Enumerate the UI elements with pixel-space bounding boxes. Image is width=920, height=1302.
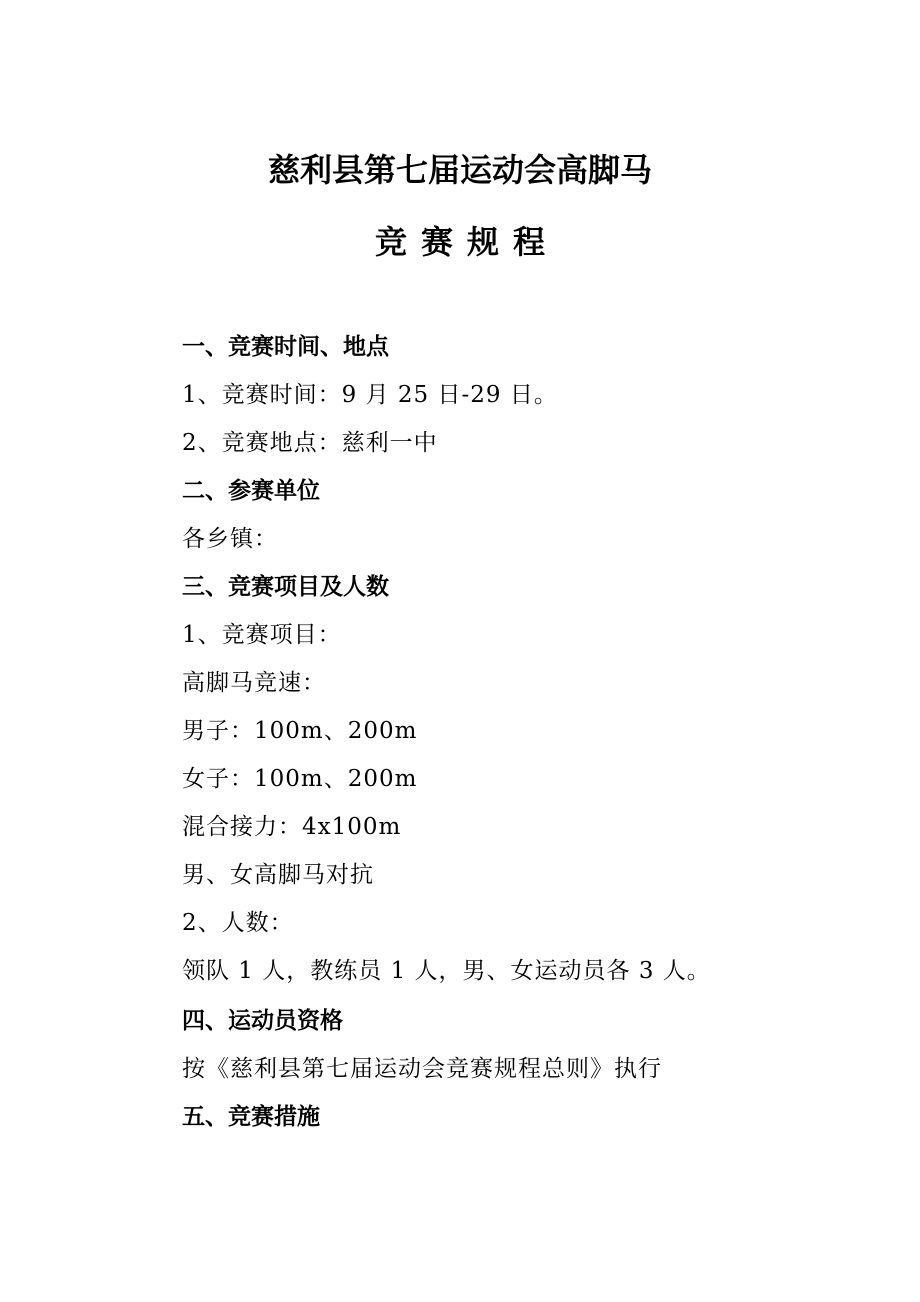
document-subtitle: 竞赛规程 xyxy=(374,223,559,261)
headcount-text: 领队 1 人，教练员 1 人，男、女运动员各 3 人。 xyxy=(182,958,711,984)
section-heading-time-place: 一、竞赛时间、地点 xyxy=(182,334,389,360)
participants-text: 各乡镇： xyxy=(182,526,278,552)
headcount-label: 2、人数： xyxy=(182,910,294,936)
stilt-confrontation: 男、女高脚马对抗 xyxy=(182,862,374,888)
section-heading-measures: 五、竞赛措施 xyxy=(182,1104,320,1130)
competition-time: 1、竞赛时间：9 月 25 日-29 日。 xyxy=(182,382,558,408)
events-label: 1、竞赛项目： xyxy=(182,622,342,648)
speed-race-label: 高脚马竞速： xyxy=(182,670,326,696)
men-events: 男子：100m、200m xyxy=(182,718,418,744)
document-title: 慈利县第七届运动会高脚马 xyxy=(267,151,652,189)
section-heading-events: 三、竞赛项目及人数 xyxy=(182,574,389,600)
women-events: 女子：100m、200m xyxy=(182,766,418,792)
section-heading-eligibility: 四、运动员资格 xyxy=(182,1008,343,1034)
section-heading-participants: 二、参赛单位 xyxy=(182,478,320,504)
mixed-relay: 混合接力：4x100m xyxy=(182,814,402,840)
competition-venue: 2、竞赛地点：慈利一中 xyxy=(182,430,438,456)
eligibility-text: 按《慈利县第七届运动会竞赛规程总则》执行 xyxy=(182,1056,662,1082)
